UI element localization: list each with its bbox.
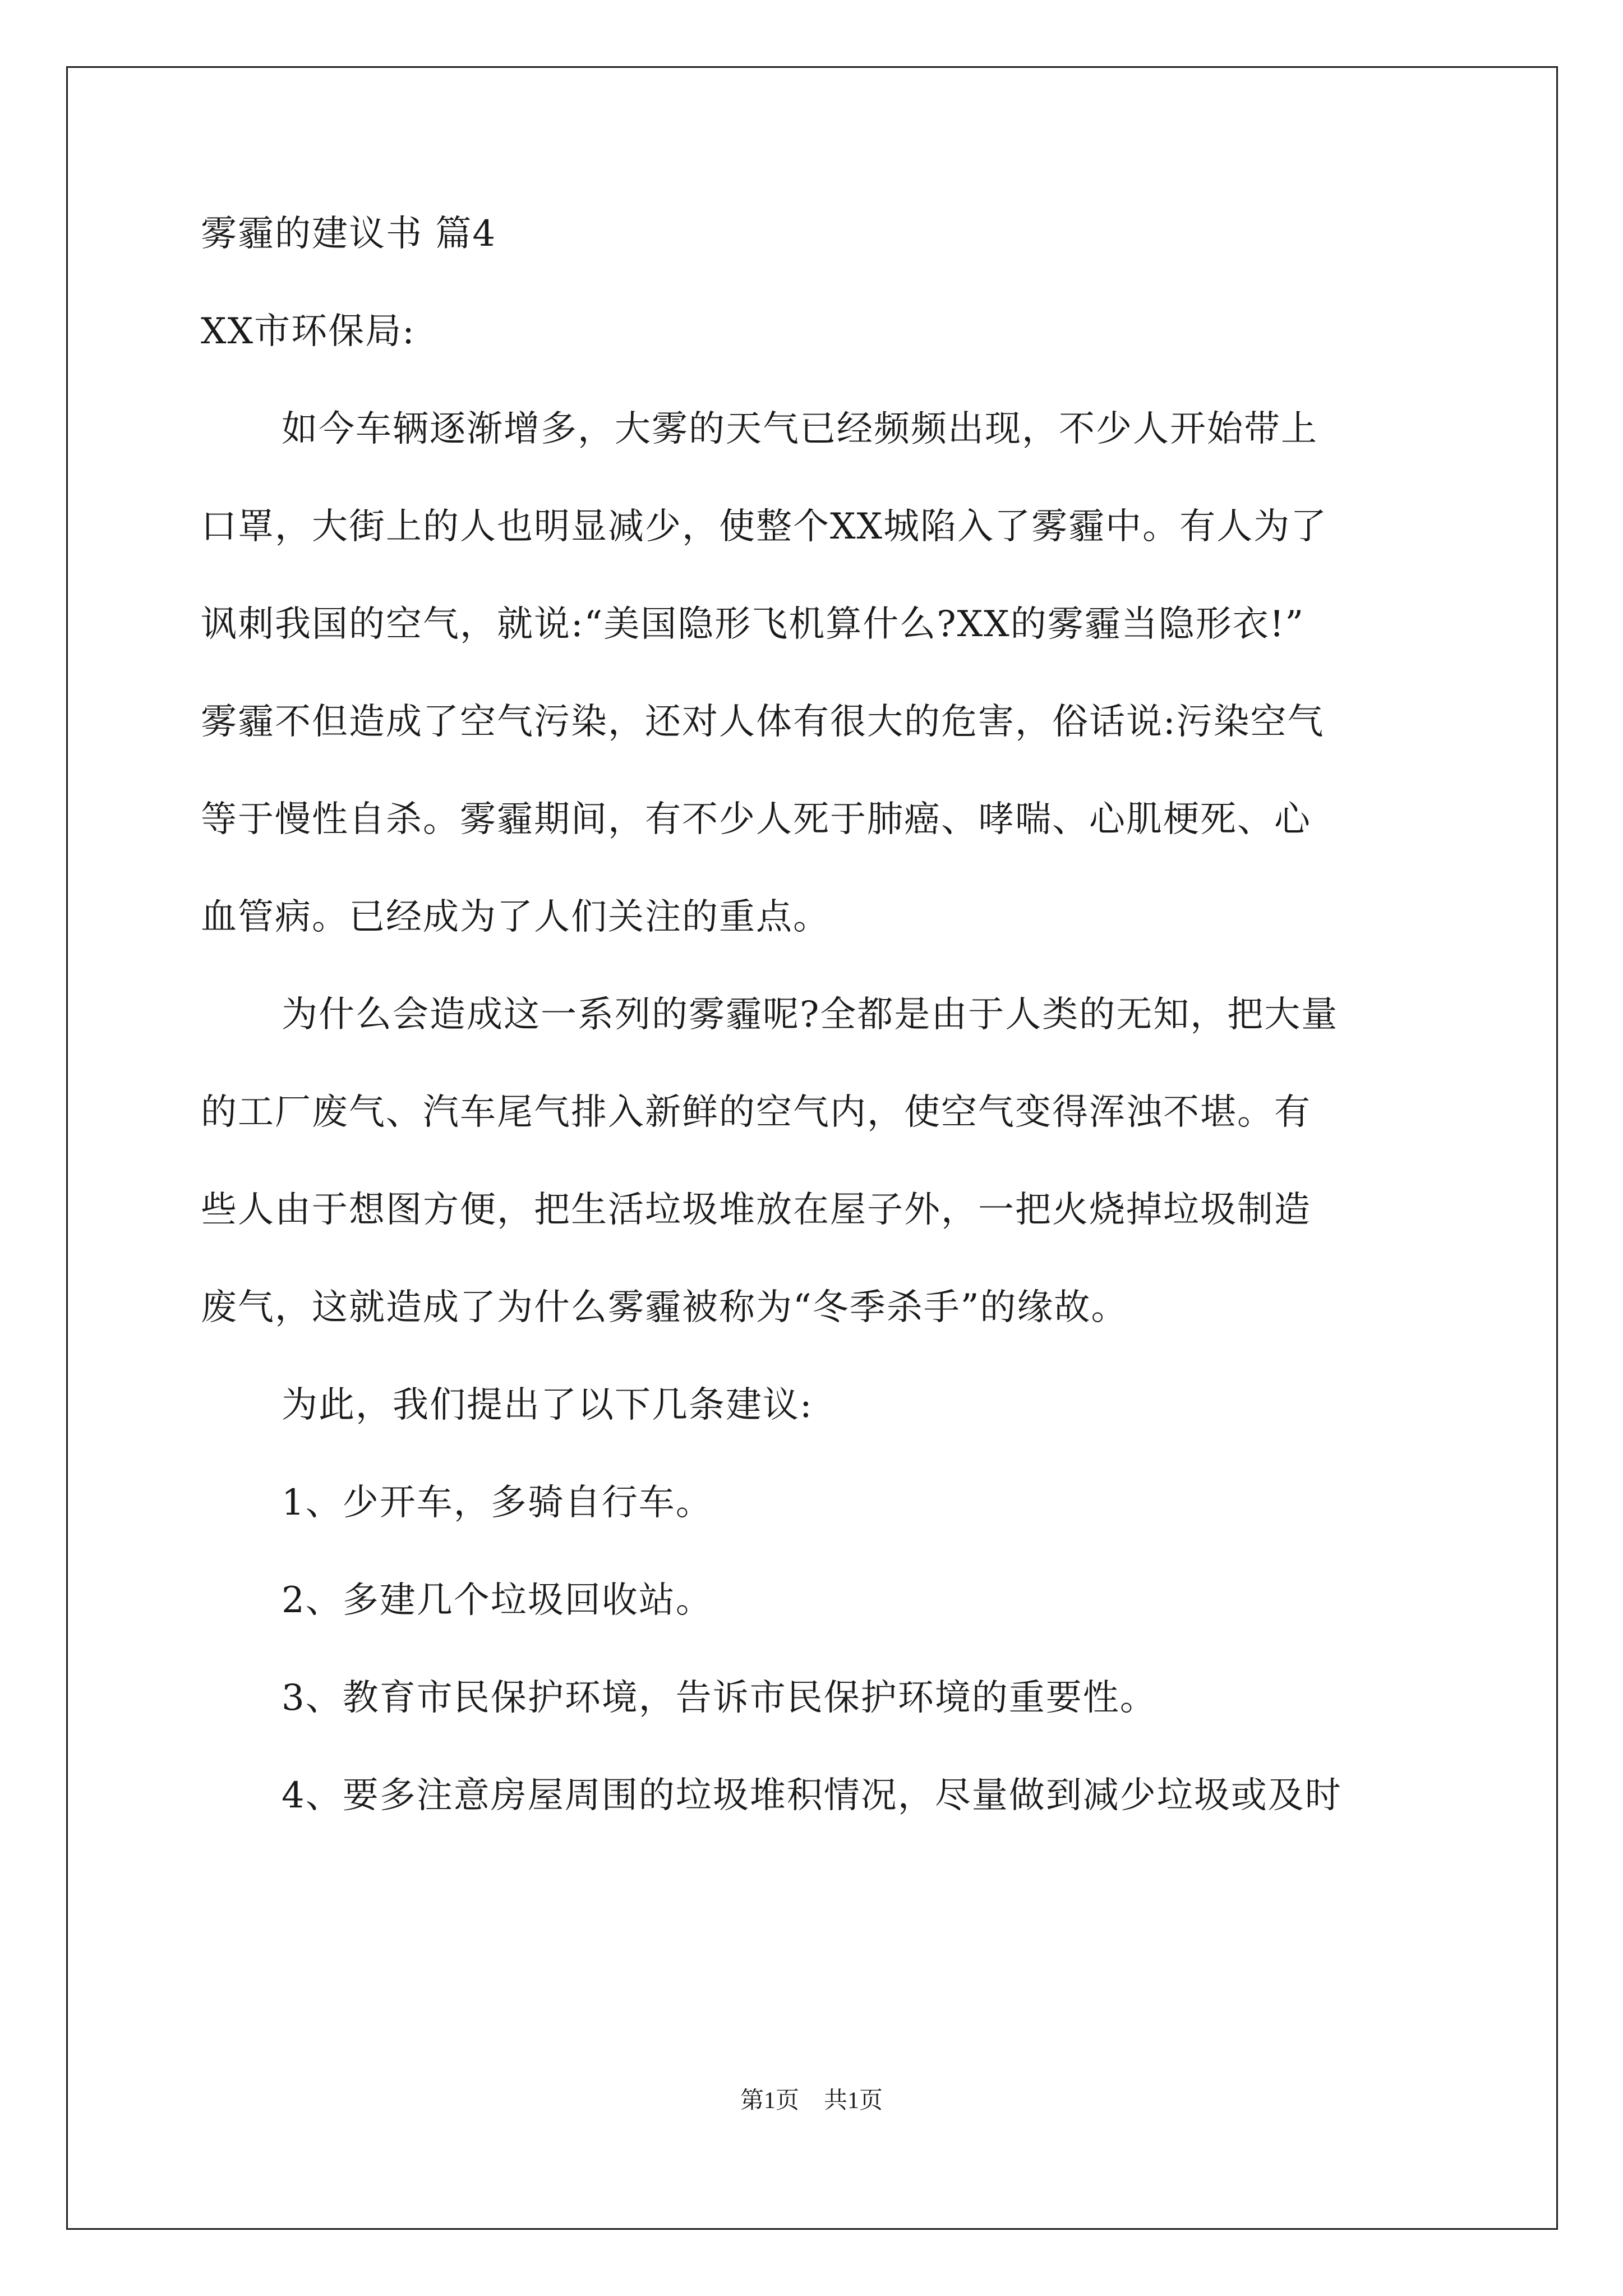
paragraph-line: 为此，我们提出了以下几条建议: (282, 1384, 813, 1426)
page-count: 共1页 (824, 2088, 883, 2114)
paragraph-3 (201, 1356, 1435, 1454)
suggestion-item: 1、少开车，多骑自行车。 (282, 1482, 713, 1524)
document-body (201, 185, 1435, 1844)
paragraph-line: 等于慢性自杀。雾霾期间，有不少人死于肺癌、哮喘、心肌梗死、心 (201, 799, 1311, 840)
suggestion-list (201, 1454, 1435, 1844)
paragraph-line: 为什么会造成这一系列的雾霾呢?全都是由于人类的无知，把大量 (282, 994, 1339, 1036)
suggestion-item: 2、多建几个垃圾回收站。 (282, 1580, 713, 1621)
paragraph-line: 雾霾不但造成了空气污染，还对人体有很大的危害，俗话说:污染空气 (201, 701, 1325, 743)
paragraph-2 (201, 966, 1435, 1356)
suggestion-item: 3、教育市民保护环境，告诉市民保护环境的重要性。 (282, 1677, 1157, 1719)
paragraph-line: 些人由于想图方便，把生活垃圾堆放在屋子外，一把火烧掉垃圾制造 (201, 1189, 1311, 1231)
suggestion-item: 4、要多注意房屋周围的垃圾堆积情况，尽量做到减少垃圾或及时 (282, 1775, 1342, 1816)
paragraph-line: 废气，这就造成了为什么雾霾被称为“冬季杀手”的缘故。 (201, 1287, 1128, 1328)
page-footer (0, 2084, 1623, 2118)
paragraph-line: 讽刺我国的空气，就说:“美国隐形飞机算什么?XX的雾霾当隐形衣!” (201, 604, 1305, 645)
paragraph-line: 口罩，大街上的人也明显减少，使整个XX城陷入了雾霾中。有人为了 (201, 506, 1328, 547)
salutation: XX市环保局: (201, 311, 416, 352)
paragraph-line: 的工厂废气、汽车尾气排入新鲜的空气内，使空气变得浑浊不堪。有 (201, 1092, 1311, 1133)
paragraph-1 (201, 380, 1435, 966)
page-number: 第1页 (740, 2088, 799, 2114)
paragraph-line: 血管病。已经成为了人们关注的重点。 (201, 896, 830, 938)
paragraph-line: 如今车辆逐渐增多，大雾的天气已经频频出现，不少人开始带上 (282, 408, 1318, 450)
document-title: 雾霾的建议书 篇4 (201, 213, 497, 255)
